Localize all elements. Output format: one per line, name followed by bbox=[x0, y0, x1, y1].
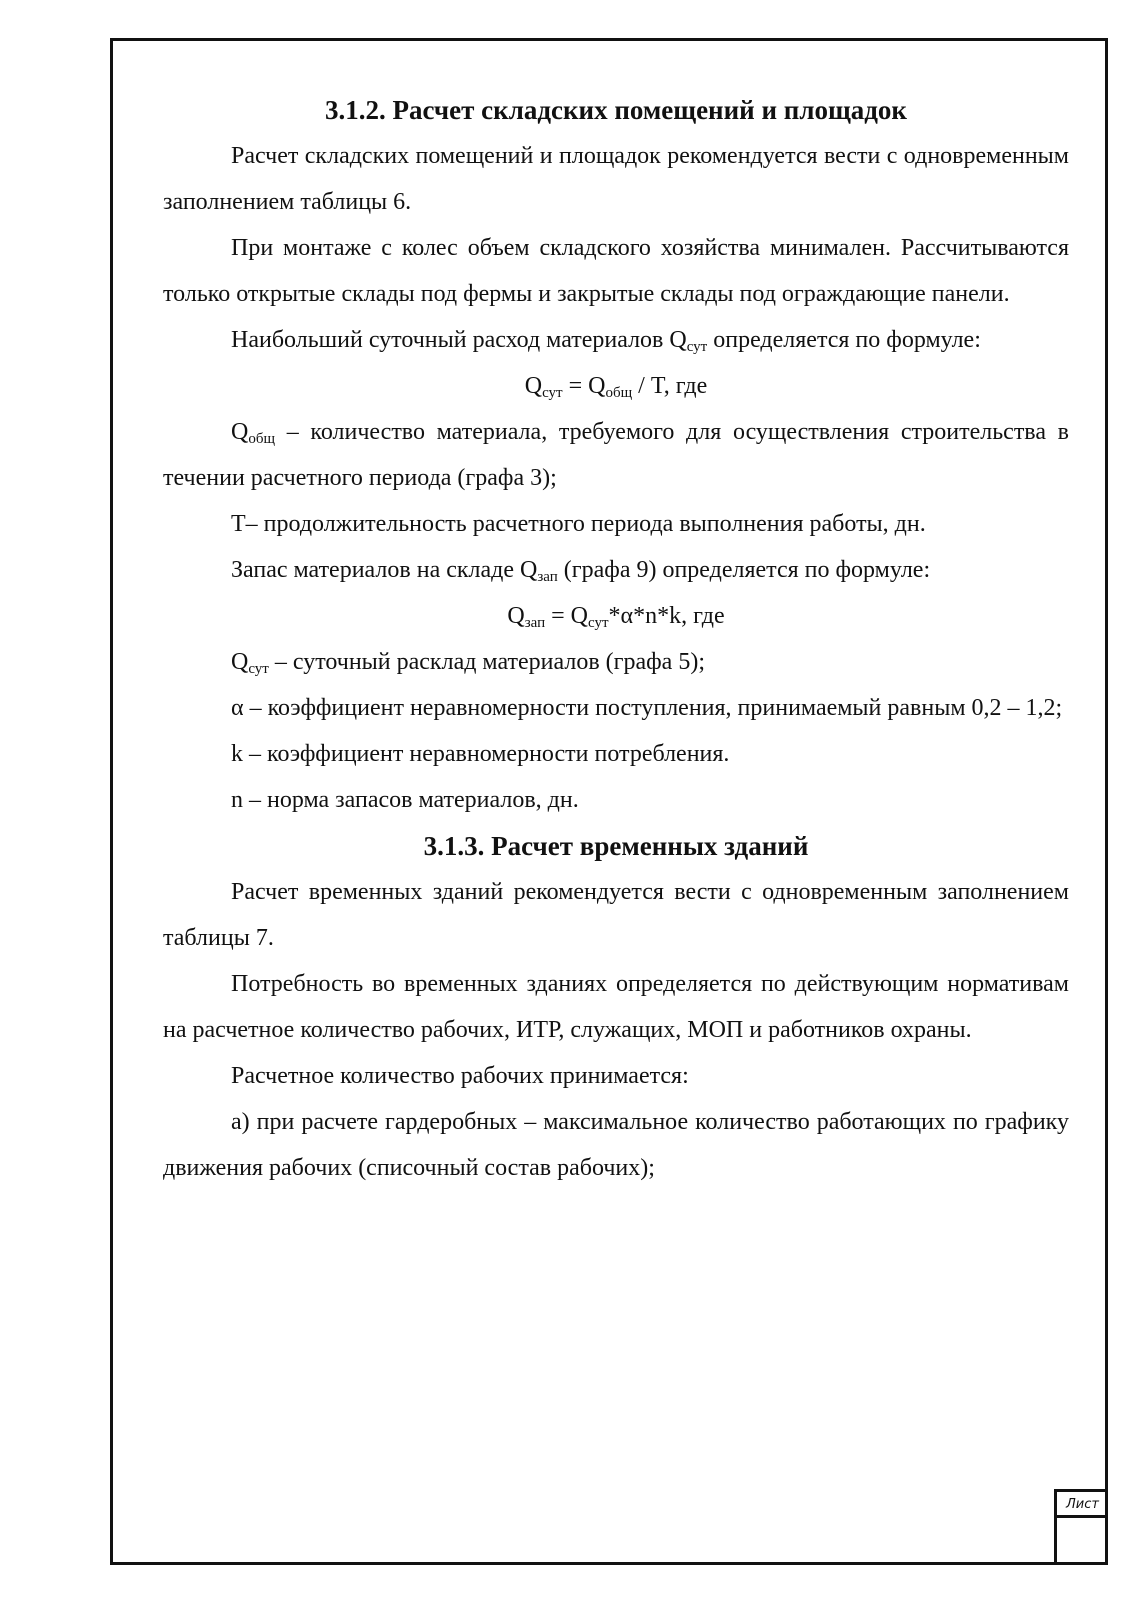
definition-alpha: α – коэффициент неравномерности поступления, принимаемый равным 0,2 – 1,2; bbox=[231, 695, 1063, 721]
paragraph-workers: Расчетное количество рабочих принимается: bbox=[231, 1063, 689, 1089]
paragraph-daily-consumption: Наибольший суточный расход материалов $Q_{сут}$ определяется по формуле: bbox=[231, 327, 981, 355]
paragraph-mounting: При монтаже с колес объем складского хозяйства минимален. Рассчитываются только открытые склады под фермы и закрытые склады под ограждающие панели. bbox=[163, 235, 1069, 307]
formula-daily: $Q_{сут} = Q_{общ} / T$, где bbox=[524, 373, 708, 401]
paragraph-temp-buildings: Расчет временных зданий рекомендуется вести с одновременным заполнением таблицы 7. bbox=[163, 879, 1069, 951]
sheet-label: Лист bbox=[1057, 1492, 1108, 1518]
section-heading-3-1-3: 3.1.3. Расчет временных зданий bbox=[423, 831, 809, 861]
section-heading-3-1-2: 3.1.2. Расчет складских помещений и площадок bbox=[325, 95, 907, 125]
document-body bbox=[163, 87, 1069, 1191]
definition-k: k – коэффициент неравномерности потребления. bbox=[231, 741, 730, 767]
paragraph-need: Потребность во временных зданиях определяется по действующим нормативам на расчетное количество рабочих, ИТР, служащих, МОП и работников охраны. bbox=[163, 971, 1069, 1043]
definition-q-daily: $Q_{сут}$ – суточный расклад материалов (графа 5); bbox=[231, 649, 705, 677]
definition-q-total: $Q_{общ}$ – количество материала, требуемого для осуществления строительства в течении расчетного периода (графа 3); bbox=[163, 419, 1069, 491]
definition-t: T– продолжительность расчетного периода выполнения работы, дн. bbox=[231, 511, 926, 537]
sheet-stamp bbox=[1054, 1489, 1108, 1565]
definition-n: n – норма запасов материалов, дн. bbox=[231, 787, 579, 813]
paragraph-stock: Запас материалов на складе $Q_{зап}$ (графа 9) определяется по формуле: bbox=[231, 557, 931, 585]
paragraph-intro: Расчет складских помещений и площадок рекомендуется вести с одновременным заполнением таблицы 6. bbox=[163, 143, 1069, 215]
list-item-a: а) при расчете гардеробных – максимальное количество работающих по графику движения рабочих (списочный состав рабочих); bbox=[163, 1109, 1069, 1181]
formula-stock: $Q_{зап} = Q_{сут}*\alpha*n*k$, где bbox=[507, 603, 725, 631]
